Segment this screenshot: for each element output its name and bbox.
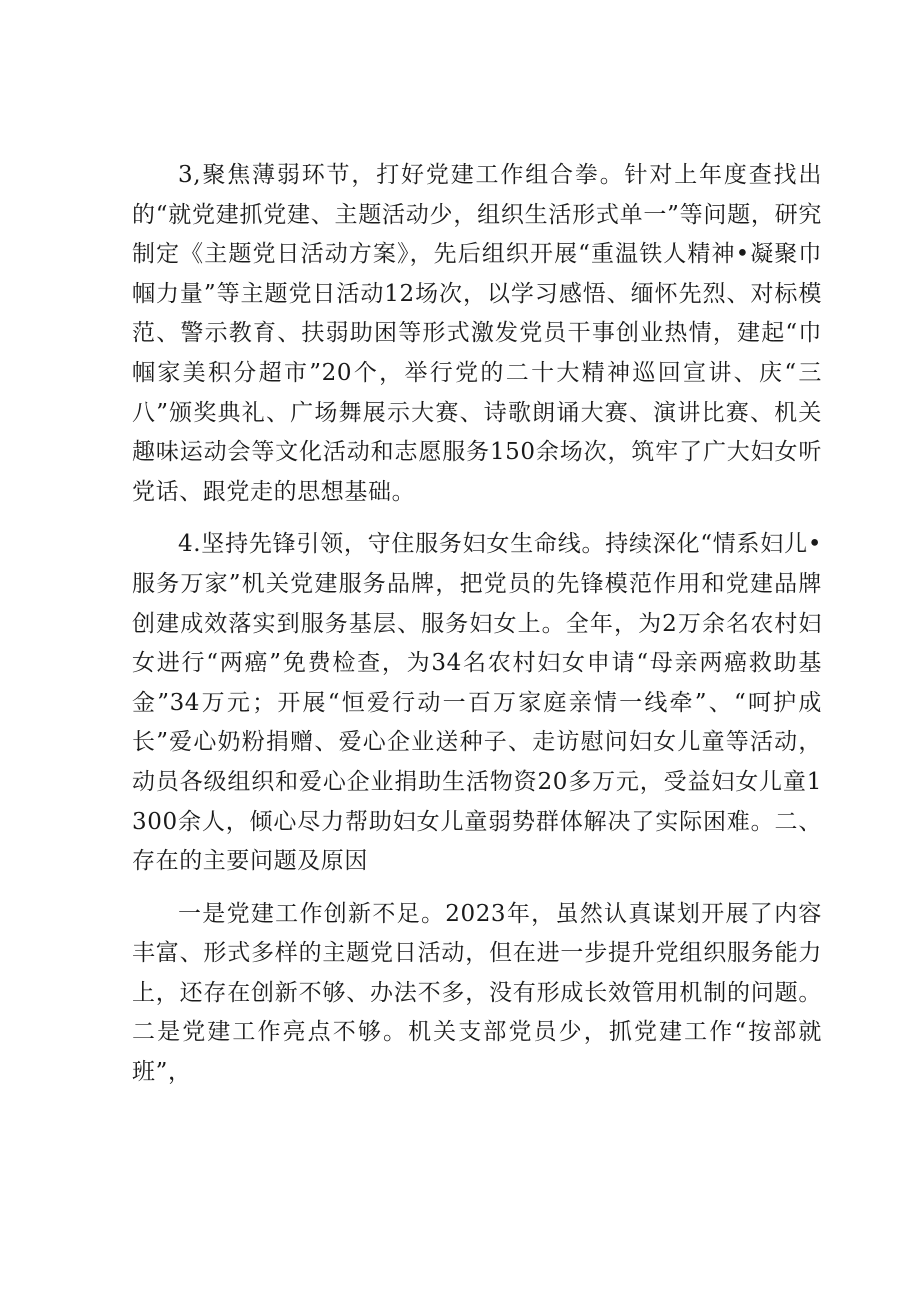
paragraph-2: 4.坚持先锋引领，守住服务妇女生命线。持续深化“情系妇儿•服务万家”机关党建服务品牌，把党员的先锋模范作用和党建品牌创建成效落实到服务基层、服务妇女上。全年，为2万余名农村妇女进行“两癌”免费检查，为34名农村妇女申请“母亲两癌救助基金”34万元；开展“恒爱行动一百万家庭亲情一线牵”、“呵护成长”爱心奶粉捐赠、爱心企业送种子、走访慰问妇女儿童等活动，动员各级组织和爱心企业捐助生活物资20多万元，受益妇女儿童1300余人，倾心尽力帮助妇女儿童弱势群体解决了实际困难。二、存在的主要问题及原因 [132,531,822,875]
paragraph-1: 3,聚焦薄弱环节，打好党建工作组合拳。针对上年度查找出的“就党建抓党建、主题活动少，组织生活形式单一”等问题，研究制定《主题党日活动方案》，先后组织开展“重温铁人精神•凝聚巾帼力量”等主题党日活动12场次，以学习感悟、缅怀先烈、对标模范、警示教育、扶弱助困等形式激发党员干事创业热情，建起“巾帼家美积分超市”20个，举行党的二十大精神巡回宣讲、庆“三八”颁奖典礼、广场舞展示大赛、诗歌朗诵大赛、演讲比赛、机关趣味运动会等文化活动和志愿服务150余场次，筑牢了广大妇女听党话、跟党走的思想基础。 [132,162,822,505]
document-page [132,156,822,1093]
paragraph-3: 一是党建工作创新不足。2023年，虽然认真谋划开展了内容丰富、形式多样的主题党日活动，但在进一步提升党组织服务能力上，还存在创新不够、办法不多，没有形成长效管用机制的问题。二是党建工作亮点不够。机关支部党员少，抓党建工作“按部就班”， [132,900,822,1086]
